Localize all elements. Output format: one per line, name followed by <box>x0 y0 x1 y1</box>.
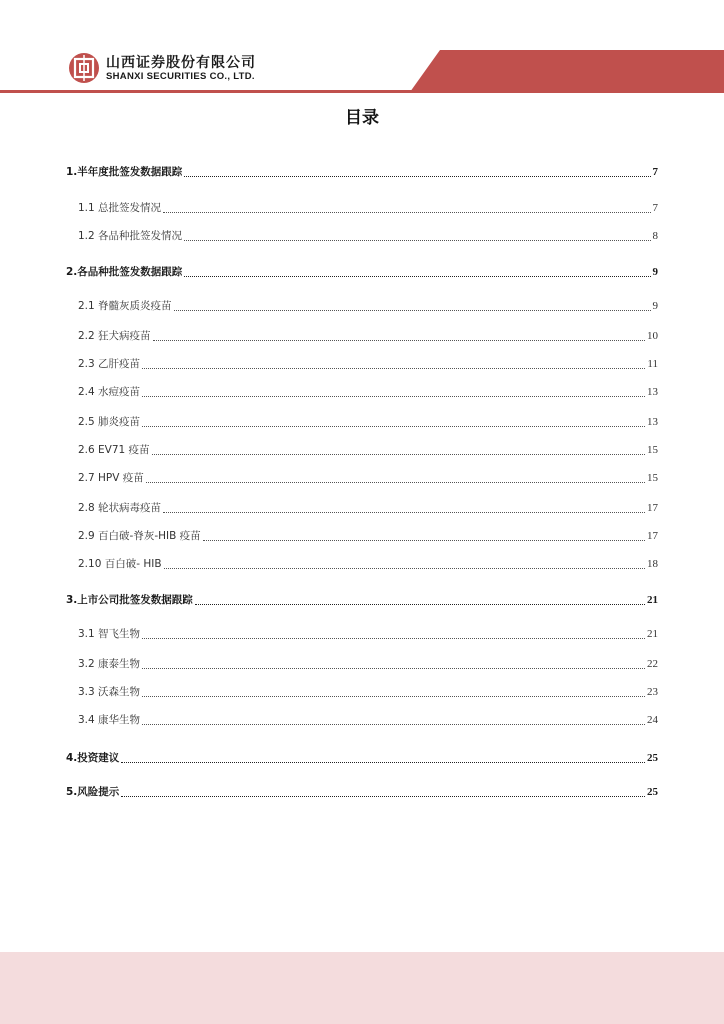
toc-entry-page: 22 <box>647 658 658 670</box>
toc-entry[interactable] <box>78 470 658 486</box>
toc-leader-dots <box>163 212 650 213</box>
toc-entry-page: 17 <box>647 530 658 542</box>
toc-entry-label: 5.风险提示 <box>66 786 120 798</box>
toc-entry[interactable] <box>78 298 658 314</box>
toc-entry[interactable] <box>78 712 658 728</box>
toc-entry-page: 21 <box>647 594 658 606</box>
toc-entry[interactable] <box>78 656 658 672</box>
toc-entry-page: 23 <box>647 686 658 698</box>
toc-entry[interactable] <box>78 228 658 244</box>
toc-leader-dots <box>142 696 645 697</box>
toc-entry[interactable] <box>78 500 658 516</box>
toc-entry-label: 4.投资建议 <box>66 752 120 764</box>
toc-entry-label: 2.1 脊髓灰质炎疫苗 <box>78 300 172 312</box>
toc-entry-label: 3.3 沃森生物 <box>78 686 141 698</box>
toc-entry-label: 2.6 EV71 疫苗 <box>78 444 150 456</box>
toc-entry-label: 3.上市公司批签发数据跟踪 <box>66 594 193 606</box>
toc-leader-dots <box>153 340 645 341</box>
toc-entry[interactable] <box>78 384 658 400</box>
toc-entry-page: 18 <box>647 558 658 570</box>
toc-entry-page: 9 <box>652 300 658 312</box>
toc-entry-page: 13 <box>647 386 658 398</box>
toc-entry[interactable] <box>66 264 658 280</box>
toc-entry-label: 2.10 百白破- HIB <box>78 558 162 570</box>
toc-entry[interactable] <box>78 200 658 216</box>
page-header <box>0 0 724 100</box>
toc-leader-dots <box>142 638 645 639</box>
toc-entry-label: 3.1 智飞生物 <box>78 628 141 640</box>
toc-entry-label: 2.3 乙肝疫苗 <box>78 358 141 370</box>
toc-entry-page: 24 <box>647 714 658 726</box>
toc-entry-label: 2.5 肺炎疫苗 <box>78 416 141 428</box>
toc-entry[interactable] <box>78 356 658 372</box>
toc-entry-label: 3.4 康华生物 <box>78 714 141 726</box>
toc-entry-page: 15 <box>647 472 658 484</box>
toc-leader-dots <box>195 604 645 605</box>
toc-entry[interactable] <box>78 626 658 642</box>
toc-entry[interactable] <box>78 556 658 572</box>
toc-entry-page: 25 <box>647 752 658 764</box>
toc-entry-page: 15 <box>647 444 658 456</box>
toc-entry[interactable] <box>78 528 658 544</box>
toc-entry-label: 3.2 康泰生物 <box>78 658 141 670</box>
toc-entry-page: 21 <box>647 628 658 640</box>
toc-entry-label: 2.8 轮状病毒疫苗 <box>78 502 162 514</box>
toc-leader-dots <box>142 426 645 427</box>
toc-entry-page: 8 <box>652 230 658 242</box>
toc-entry-label: 1.半年度批签发数据跟踪 <box>66 166 183 178</box>
toc-entry[interactable] <box>66 784 658 800</box>
toc-entry-label: 2.2 狂犬病疫苗 <box>78 330 151 342</box>
company-name-en: SHANXI SECURITIES CO., LTD. <box>106 71 255 82</box>
company-name-cn: 山西证券股份有限公司 <box>106 55 256 71</box>
toc-leader-dots <box>142 368 645 369</box>
toc-leader-dots <box>184 276 650 277</box>
toc-leader-dots <box>142 668 645 669</box>
toc-entry[interactable] <box>78 442 658 458</box>
page-title: 目录 <box>345 108 379 128</box>
toc-entry[interactable] <box>66 592 658 608</box>
toc-entry-page: 7 <box>652 166 658 178</box>
toc-leader-dots <box>142 396 645 397</box>
toc-leader-dots <box>142 724 645 725</box>
toc-entry-label: 2.各品种批签发数据跟踪 <box>66 266 183 278</box>
toc-entry-page: 11 <box>647 358 658 370</box>
toc-entry-page: 10 <box>647 330 658 342</box>
toc-leader-dots <box>121 762 645 763</box>
toc-entry[interactable] <box>66 750 658 766</box>
toc-leader-dots <box>174 310 651 311</box>
toc-leader-dots <box>184 240 650 241</box>
toc-entry-page: 13 <box>647 416 658 428</box>
header-banner <box>0 0 724 100</box>
toc-entry-page: 7 <box>652 202 658 214</box>
toc-entry-label: 2.4 水痘疫苗 <box>78 386 141 398</box>
toc-leader-dots <box>152 454 645 455</box>
toc-entry-label: 2.7 HPV 疫苗 <box>78 472 144 484</box>
toc-entry[interactable] <box>66 164 658 180</box>
toc-leader-dots <box>146 482 645 483</box>
toc-entry-page: 9 <box>652 266 658 278</box>
toc-leader-dots <box>121 796 645 797</box>
toc-leader-dots <box>163 512 645 513</box>
toc-entry-label: 2.9 百白破-脊灰-HIB 疫苗 <box>78 530 201 542</box>
footer-band <box>0 952 724 1024</box>
toc-leader-dots <box>203 540 645 541</box>
toc-entry[interactable] <box>78 414 658 430</box>
toc-entry-label: 1.1 总批签发情况 <box>78 202 162 214</box>
toc-entry[interactable] <box>78 684 658 700</box>
toc-entry-label: 1.2 各品种批签发情况 <box>78 230 183 242</box>
company-logo-icon <box>68 52 100 84</box>
toc-entry[interactable] <box>78 328 658 344</box>
toc-entry-page: 17 <box>647 502 658 514</box>
toc-leader-dots <box>184 176 650 177</box>
toc-entry-page: 25 <box>647 786 658 798</box>
toc-leader-dots <box>164 568 645 569</box>
